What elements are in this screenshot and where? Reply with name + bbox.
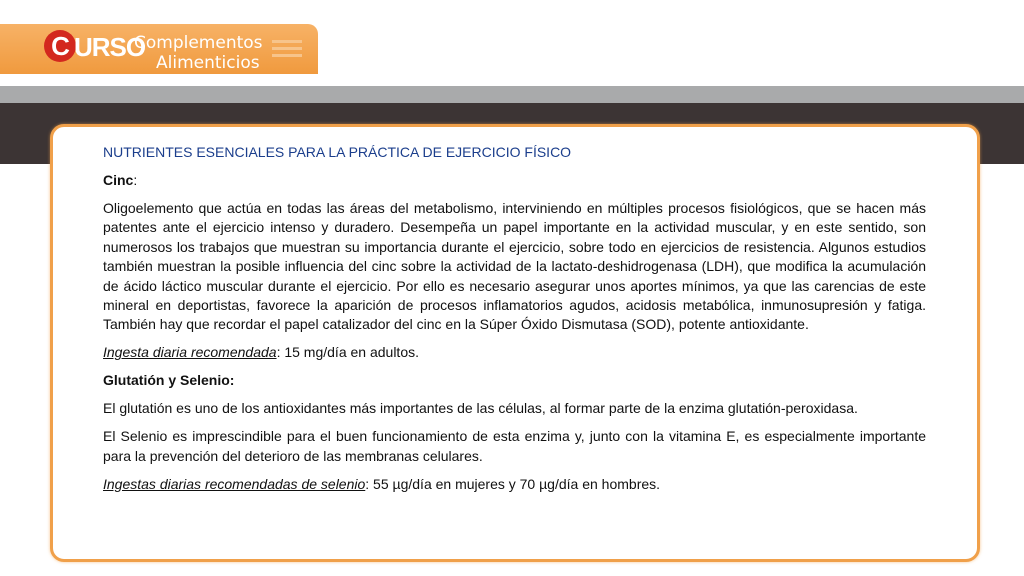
zinc-intake-value: : 15 mg/día en adultos. [276, 344, 419, 361]
header-band-light [0, 86, 1024, 103]
tab-decoration [272, 54, 302, 57]
glutathione-paragraph: El glutatión es uno de los antioxidantes más importantes de las células, al formar parte de la enzima glutatión-peroxidasa. [103, 400, 858, 417]
selenium-paragraph: El Selenio es imprescindible para el buen funcionamiento de esta enzima y, junto con la vitamina E, es especialmente importante para la prevención del deterioro de las membranas celulares. [103, 428, 926, 464]
logo-text: URSO [74, 32, 146, 62]
subtitle-line-2: Alimenticios [156, 53, 260, 73]
zinc-title-colon: : [133, 172, 138, 188]
slide-heading: NUTRIENTES ESENCIALES PARA LA PRÁCTICA DE EJERCICIO FÍSICO [103, 144, 572, 160]
tab-decoration [272, 40, 302, 43]
course-logo [44, 30, 145, 64]
course-subtitle [134, 33, 263, 73]
selenium-intake [103, 475, 926, 494]
zinc-paragraph: Oligoelemento que actúa en todas las áreas del metabolismo, interviniendo en múltiples procesos fisiológicos, que se hacen más patentes ante el ejercicio intenso y duradero. Desempeña un papel importante en la actividad muscular, y en este sentido, son numerosos los trabajos que muestran su importancia durante el ejercicio, sobre todo en ejercicios de resistencia. Algunos estudios también muestran la posible influencia del cinc sobre la actividad de la lactato-deshidrogenasa (LDH), que modifica la acumulación de ácido láctico muscular durante el ejercicio. Por ello es necesario asegurar unos aportes mínimos, ya que las carencias de este mineral en deportistas, favorece la aparición de procesos inflamatorios agudos, acidosis metabólica, inmunosupresión y fatiga. También hay que recordar el papel catalizador del cinc en la Súper Óxido Dismutasa (SOD), potente antioxidante. [103, 200, 926, 333]
selenium-intake-value: : 55 µg/día en mujeres y 70 µg/día en hombres. [365, 475, 661, 492]
slide-content [103, 143, 926, 503]
selenium-intake-label: Ingestas diarias recomendadas de selenio [103, 475, 366, 492]
subtitle-line-1: Complementos [134, 33, 263, 53]
zinc-title: Cinc [103, 172, 134, 188]
zinc-title-line [103, 171, 926, 190]
zinc-intake-label: Ingesta diaria recomendada [103, 344, 277, 361]
tab-decoration [272, 47, 302, 50]
zinc-intake [103, 343, 926, 362]
logo-letter: C [44, 30, 76, 62]
glutathione-selenium-title: Glutatión y Selenio: [103, 372, 235, 389]
